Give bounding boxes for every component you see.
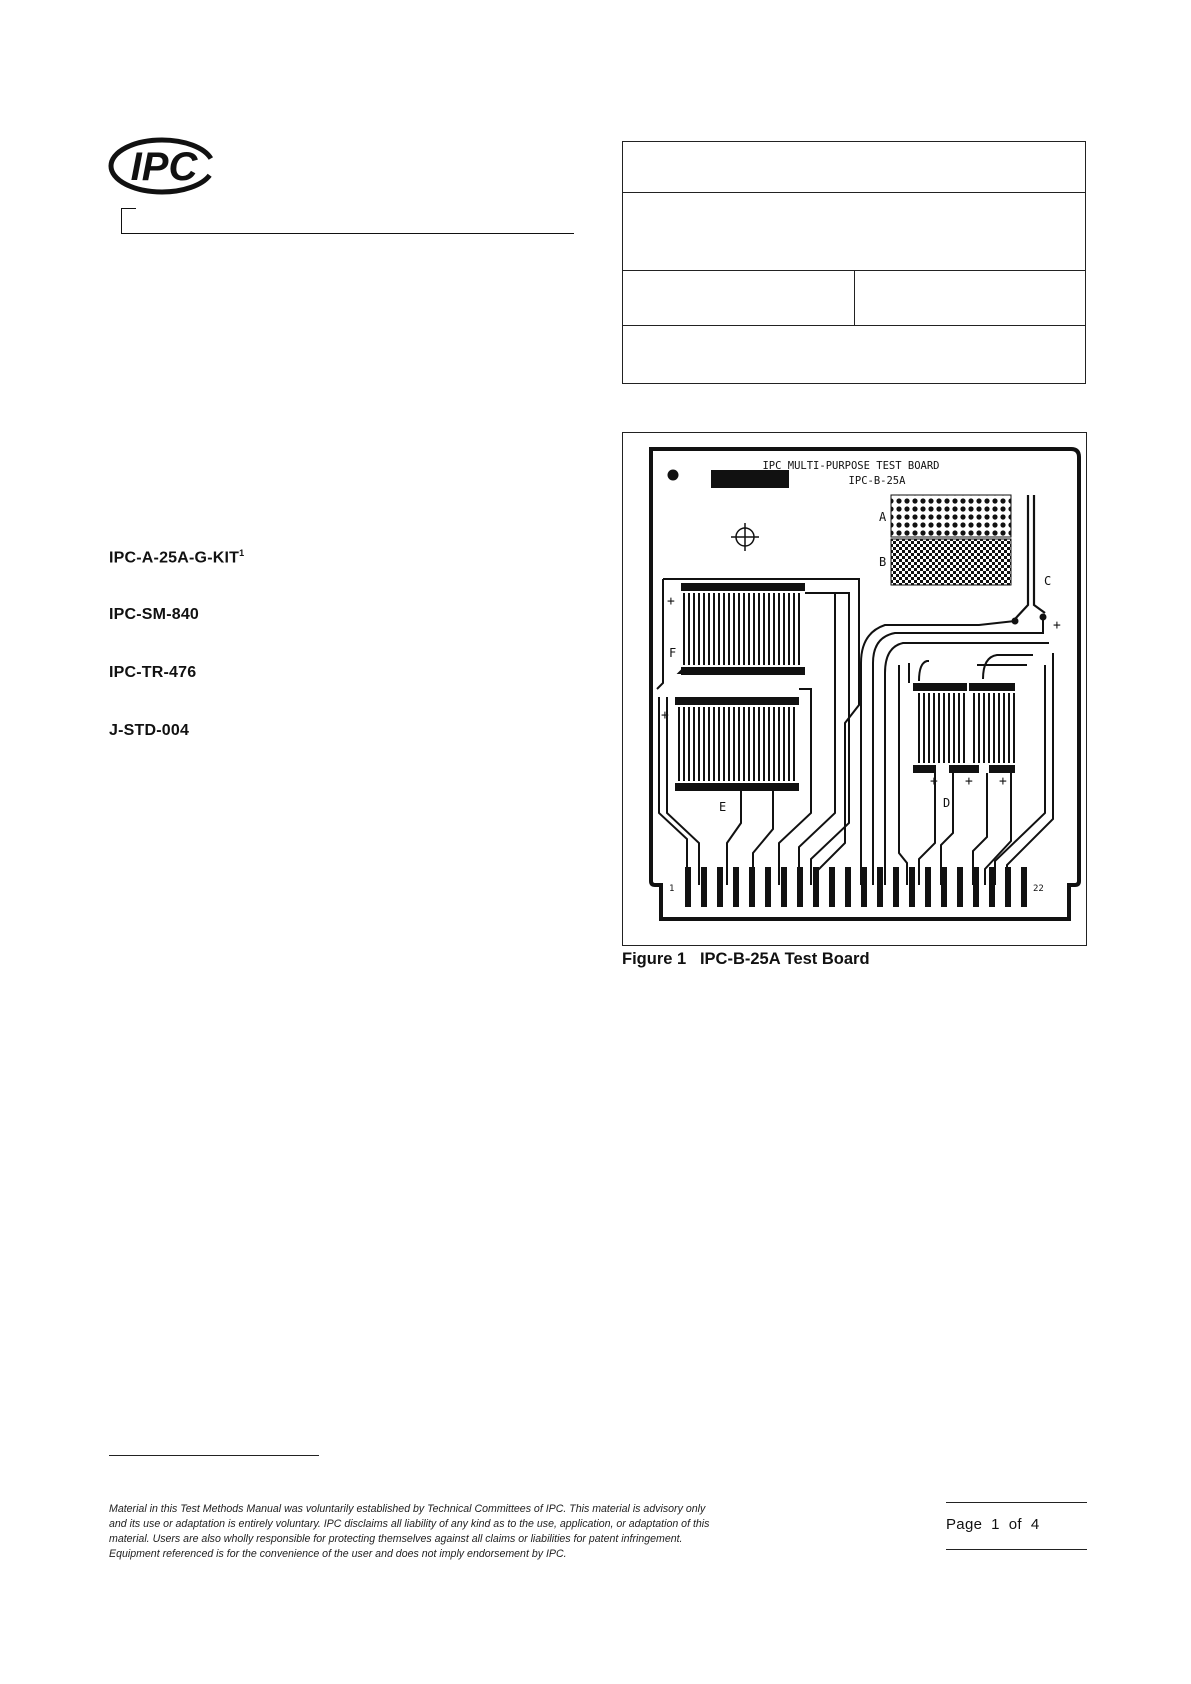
board-title: IPC MULTI-PURPOSE TEST BOARD bbox=[762, 460, 940, 472]
disclaimer-line: and its use or adaptation is entirely voluntary. IPC disclaims all liability of any kind as to the use, application, or adaptation of this bbox=[109, 1518, 710, 1530]
disclaimer-line: material. Users are also wholly responsible for protecting themselves against all claims or liabilities for patent infringement. bbox=[109, 1533, 683, 1545]
referenced-document-code: IPC-SM-840 bbox=[109, 606, 200, 623]
plus-mark: + bbox=[999, 774, 1007, 789]
page-number bbox=[946, 1516, 1039, 1533]
method-info-divider bbox=[623, 325, 1085, 326]
footnote-marker: 1 bbox=[239, 548, 245, 558]
pattern-d bbox=[913, 683, 1015, 773]
section-label-d: D bbox=[943, 796, 951, 810]
plus-mark: + bbox=[661, 708, 669, 723]
pin-label-last: 22 bbox=[1033, 884, 1044, 894]
page-of: of bbox=[1008, 1516, 1022, 1533]
page-total: 4 bbox=[1030, 1516, 1040, 1533]
page-label: Page bbox=[946, 1516, 983, 1533]
plus-mark: + bbox=[930, 774, 938, 789]
referenced-document bbox=[109, 664, 196, 682]
section-label-b: B bbox=[879, 555, 887, 569]
ipc-logo-text: IPC bbox=[130, 145, 198, 189]
pattern-b bbox=[891, 539, 1011, 585]
pattern-c-traces bbox=[1015, 495, 1045, 619]
section-label-e: E bbox=[719, 800, 727, 814]
referenced-document-code: IPC-TR-476 bbox=[109, 664, 197, 681]
figure-frame bbox=[622, 432, 1087, 946]
ipc-logo bbox=[108, 136, 216, 196]
plus-mark: + bbox=[667, 594, 675, 609]
header-bracket bbox=[121, 208, 136, 233]
page-current: 1 bbox=[991, 1516, 1000, 1533]
plus-mark: + bbox=[965, 774, 973, 789]
page-box-rule bbox=[946, 1502, 1087, 1503]
header-rule bbox=[121, 233, 574, 234]
referenced-document bbox=[109, 606, 199, 624]
test-board-drawing bbox=[623, 433, 1086, 945]
method-info-divider bbox=[854, 270, 855, 325]
footnote-rule bbox=[109, 1455, 319, 1456]
method-info-box bbox=[622, 141, 1086, 384]
section-label-a: A bbox=[879, 510, 887, 524]
figure-caption bbox=[622, 950, 870, 969]
disclaimer-line: Equipment referenced is for the convenience of the user and does not imply endorsement by IPC. bbox=[109, 1548, 567, 1560]
pattern-a bbox=[891, 495, 1011, 537]
page-box-rule bbox=[946, 1549, 1087, 1550]
referenced-document bbox=[109, 548, 244, 567]
label-block bbox=[711, 470, 789, 488]
pattern-f bbox=[681, 583, 805, 675]
figure-caption-title: IPC-B-25A Test Board bbox=[699, 950, 870, 968]
fiducial-target bbox=[731, 523, 759, 551]
figure-caption-number: Figure 1 bbox=[622, 950, 687, 968]
referenced-document-code: J-STD-004 bbox=[109, 722, 190, 739]
section-label-c: C bbox=[1044, 574, 1052, 588]
disclaimer bbox=[109, 1502, 799, 1562]
mounting-hole bbox=[668, 470, 679, 481]
referenced-document bbox=[109, 722, 189, 740]
method-info-divider bbox=[623, 192, 1085, 193]
board-part-number: IPC-B-25A bbox=[848, 475, 906, 487]
pattern-e bbox=[675, 697, 799, 791]
section-label-f: F bbox=[669, 646, 677, 660]
edge-connector-fingers bbox=[685, 867, 1027, 907]
disclaimer-line: Material in this Test Methods Manual was voluntarily established by Technical Committees of IPC. This material is advisory only bbox=[109, 1503, 706, 1515]
pin-label-first: 1 bbox=[669, 884, 675, 894]
referenced-document-code: IPC-A-25A-G-KIT bbox=[109, 549, 240, 567]
plus-mark: + bbox=[1053, 618, 1061, 633]
